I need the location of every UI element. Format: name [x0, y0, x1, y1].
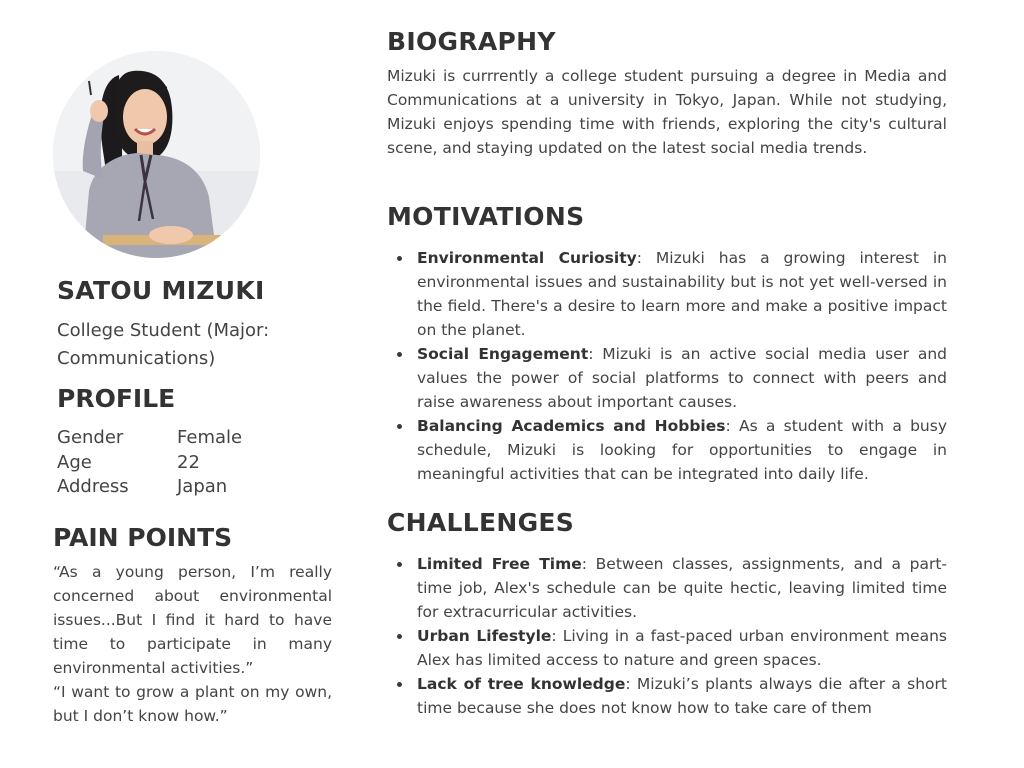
challenges-list: [387, 552, 947, 720]
pain-point-quote: “I want to grow a plant on my own, but I don’t know how.”: [53, 683, 332, 725]
item-text: : Between classes, assignments, and a part-time job, Alex's schedule can be quite hectic, leaving limited time for extracurricular activities.: [417, 555, 947, 621]
profile-label: Age: [57, 451, 92, 473]
biography-heading: BIOGRAPHY: [387, 27, 556, 56]
pain-points-quotes: [53, 560, 332, 728]
profile-row-address: [57, 475, 242, 500]
profile-value: Japan: [177, 476, 228, 497]
item-text: : Mizuki is an active social media user and values the power of social platforms to connect with peers and raise awareness about important causes.: [417, 345, 947, 411]
challenges-heading: CHALLENGES: [387, 508, 575, 537]
profile-row-gender: [57, 426, 242, 451]
list-item: [387, 672, 947, 720]
profile-value: Female: [177, 427, 243, 448]
list-item: [387, 246, 947, 342]
list-item: [387, 552, 947, 624]
profile-label: Gender: [57, 427, 124, 448]
item-text: : Mizuki’s plants always die after a short time because she does not know how to take care of them: [417, 675, 947, 717]
pain-point-quote: “As a young person, I’m really concerned about environmental issues...But I find it hard to have time to participate in many environmental activities.”: [53, 563, 332, 677]
pain-points-heading: PAIN POINTS: [53, 523, 233, 552]
item-text: : Living in a fast-paced urban environment means Alex has limited access to nature and green spaces.: [417, 627, 947, 669]
item-text: : As a student with a busy schedule, Mizuki is looking for opportunities to engage in meaningful activities that can be integrated into daily life.: [417, 417, 947, 483]
list-item: [387, 342, 947, 414]
persona-role: College Student (Major: Communications): [57, 320, 270, 369]
motivations-heading: MOTIVATIONS: [387, 202, 585, 231]
persona-name: SATOU MIZUKI: [57, 276, 265, 305]
motivations-list: [387, 246, 947, 486]
avatar: [53, 51, 260, 258]
item-title: Limited Free Time: [417, 555, 582, 573]
item-title: Urban Lifestyle: [417, 627, 552, 645]
profile-label: Address: [57, 476, 129, 497]
item-title: Social Engagement: [417, 345, 589, 363]
profile-table: [57, 426, 242, 500]
profile-heading: PROFILE: [57, 384, 176, 413]
item-title: Environmental Curiosity: [417, 249, 637, 267]
biography-text: Mizuki is currrently a college student pursuing a degree in Media and Communications at a university in Tokyo, Japan. While not studying, Mizuki enjoys spending time with friends, exploring the city's cultural scene, and staying updated on the latest social media trends.: [387, 67, 947, 157]
list-item: [387, 624, 947, 672]
item-text: : Mizuki has a growing interest in environmental issues and sustainability but is not yet well-versed in the field. There's a desire to learn more and make a positive impact on the planet.: [417, 249, 947, 339]
avatar-photo: [53, 51, 260, 258]
list-item: [387, 414, 947, 486]
profile-row-age: [57, 451, 242, 476]
item-title: Lack of tree knowledge: [417, 675, 626, 693]
profile-value: 22: [177, 451, 200, 473]
item-title: Balancing Academics and Hobbies: [417, 417, 726, 435]
